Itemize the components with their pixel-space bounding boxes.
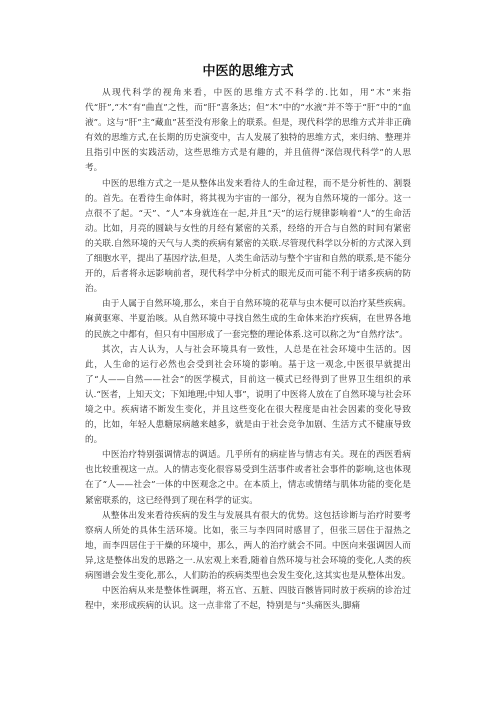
paragraph: 中医的思维方式之一是从整体出发来看待人的生命过程，而不是分析性的、割裂的。首先。在看待生命体时，将其视为宇宙的一部分，视为自然环境的一部分。这一点很不了起。“天”、“人”本身就连在一起,并且“天”的运行规律影响着“人”的生命活动。比如，月亮的圆缺与女性的月经有紧密的关系，经络的开合与自然的时间有紧密的关联.自然环境的天气与人类的疾病有紧密的关联.尽管现代科学以分析的方式深入到了细胞水平，提出了基因疗法,但是，人类生命活动与整个宇宙和自然的联系,是不能分开的，后者将永远影响前者，现代科学中分析式的眼光反而可能不利于诸多疾病的防治。 xyxy=(85,178,411,295)
paragraph: 中医治疗特别强调情志的调适。几乎所有的病症皆与情志有关。现在的西医看病也比较重视这一点。人的情志变化很容易受到生活事件或者社会事件的影响,这也体现在了“人——社会”一体的中医观念之中。在本质上，情志或情绪与肌体功能的变化是紧密联系的，这已经得到了现在科学的证实。 xyxy=(85,450,411,506)
paragraph: 由于人属于自然环境,那么，来自于自然环境的花草与虫木便可以治疗某些疾病。麻黄驱寒、半夏治咳。从自然环境中寻找自然生成的生命体来治疗疾病，在世界各地的民族之中都有，但只有中国形成了一套完整的理论体系.这可以称之为“自然疗法”。 xyxy=(85,299,411,340)
paragraph: 从现代科学的视角来看，中医的思维方式不科学的.比如，用“木”来指代“肝”,“木”有“曲直”之性，而“肝”喜条达；但“木”中的“水液”并不等于“肝”中的“血液”。这与“肝”主“藏血”甚至没有形象上的联系。但是，现代科学的思维方式并非正确有效的思维方式,在长期的历史演变中，古人发展了独特的思维方式，来归纳、整理并且指引中医的实践活动，这些思维方式是有趣的，并且值得“深信现代科学”的人思考。 xyxy=(85,88,411,174)
paragraph: 其次，古人认为，人与社会环境具有一致性，人总是在社会环境中生活的。因此，人生命的运行必然也会受到社会环境的影响。基于这一观念,中医很早就提出了“人——自然——社会”的医学模式，目前这一模式已经得到了世界卫生组织的承认.“医者，上知天文；下知地理;中知人事”，说明了中医将人放在了自然环境与社会环境之中。疾病诸不断发生变化，并且这些变化在很大程度是由社会因素的变化导致的，比如，年轻人患糖尿病越来越多，就是由于社会竞争加剧、生活方式不健康导致的。 xyxy=(85,344,411,446)
document-body xyxy=(85,86,411,614)
document-title: 中医的思维方式 xyxy=(202,64,294,79)
paragraph: 中医治病从来是整体性调理，将五官、五脏、四肢百骸皆同时放于疾病的诊治过程中，来形成疾病的认识。这一点非常了不起，特别是与“头痛医头,脚痛 xyxy=(85,586,411,612)
paragraph: 从整体出发来看待疾病的发生与发展具有很大的优势。这包括诊断与治疗时要考察病人所处的具体生活环境。比如，张三与李四同时感冒了，但张三居住于湿热之地，而李四居住于干燥的环境中，那么，两人的治疗就会不同。中医向来强调因人而异,这是整体出发的思路之一.从宏观上来看,随着自然环境与社会环境的变化,人类的疾病图谱会发生变化,那么，人们防治的疾病类型也会发生变化,这其实也是从整体出发。 xyxy=(85,510,411,581)
